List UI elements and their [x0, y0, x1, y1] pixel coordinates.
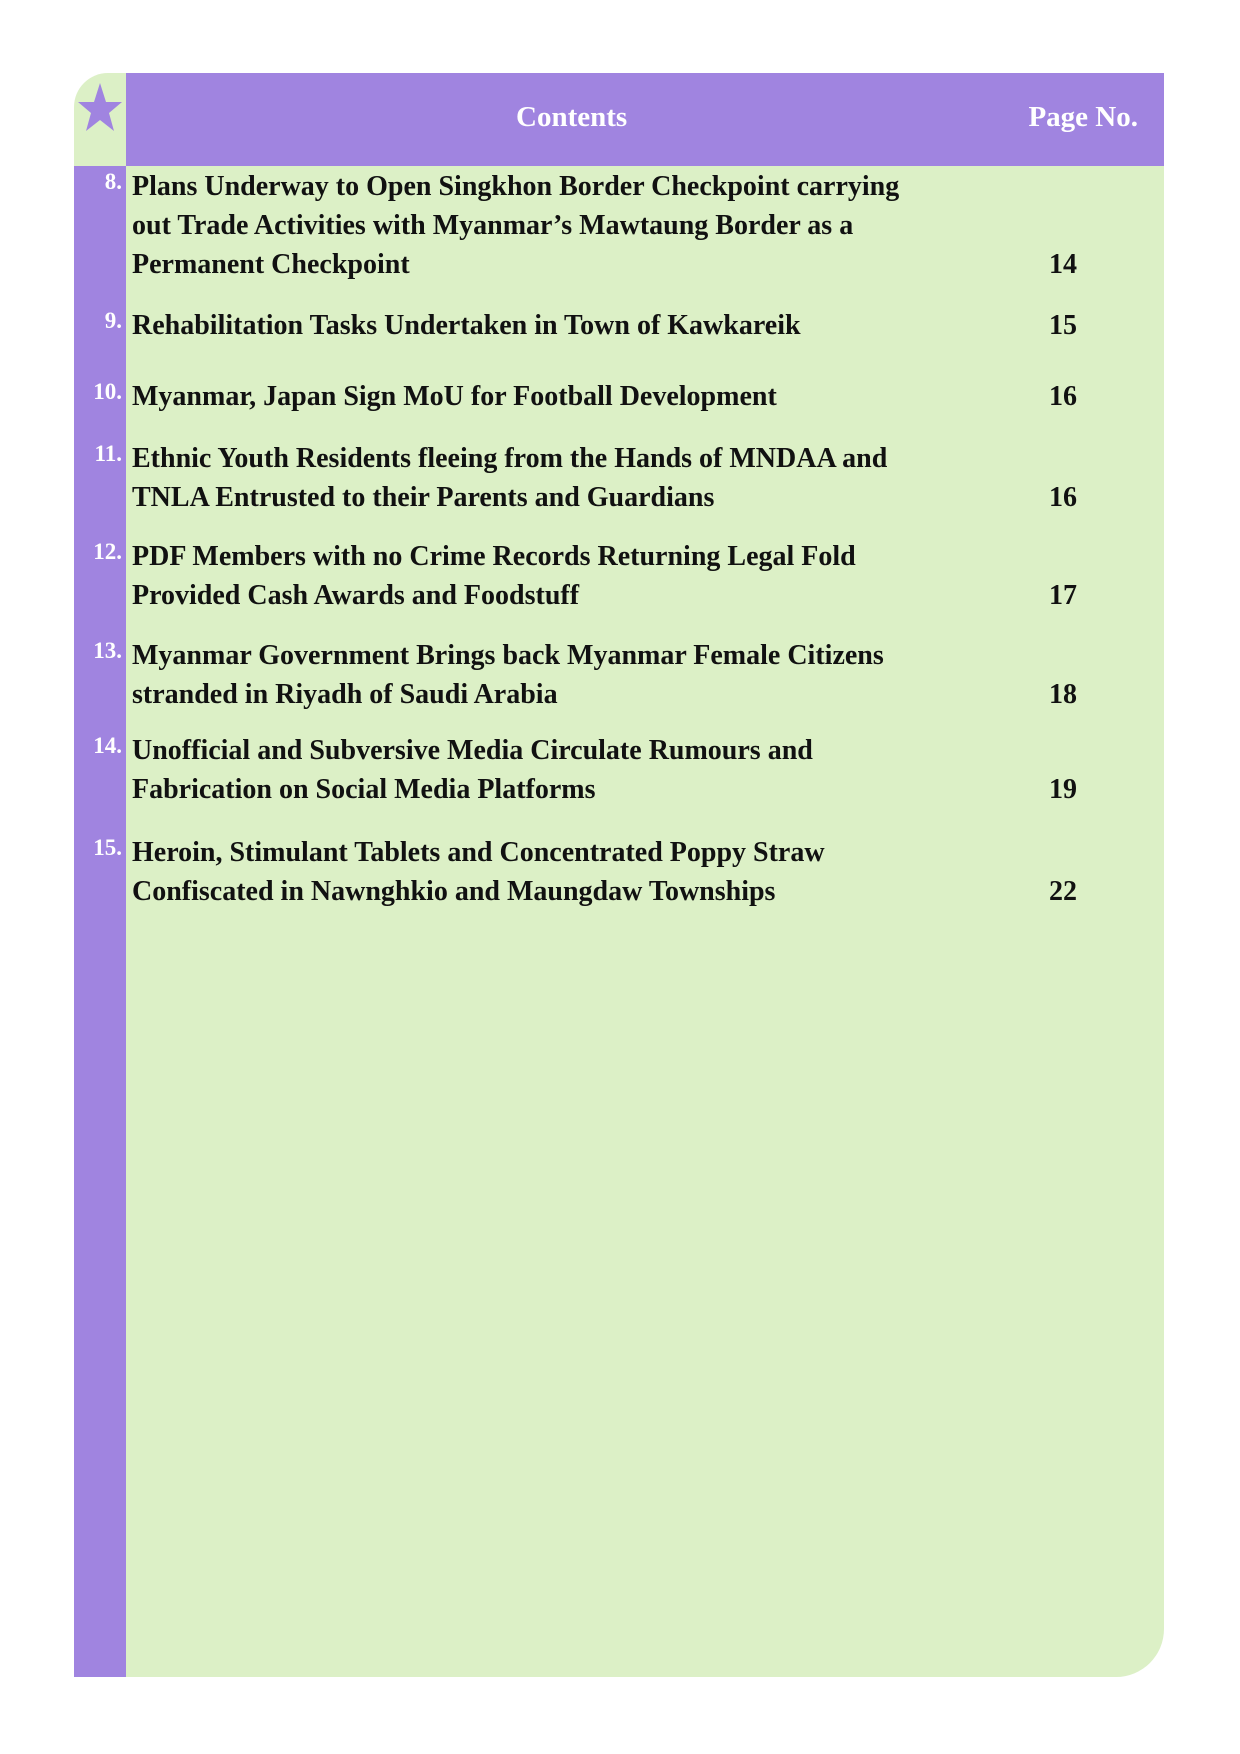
entry-title-line: stranded in Riyadh of Saudi Arabia: [132, 679, 558, 710]
entry-page-number: 16: [1049, 381, 1077, 412]
entry-title: [132, 537, 992, 615]
contents-header: [126, 73, 1164, 166]
entry-title-line: out Trade Activities with Myanmar’s Mawtaung Border as a: [132, 210, 854, 241]
entry-page-number: 16: [1049, 482, 1077, 513]
entry-title: [132, 833, 992, 911]
entry-title-line: PDF Members with no Crime Records Returning Legal Fold: [132, 541, 856, 572]
entry-title: [132, 167, 992, 284]
entry-title-line: Confiscated in Nawnghkio and Maungdaw Townships: [132, 876, 776, 907]
entry-title: [132, 731, 992, 809]
entry-title-line: Rehabilitation Tasks Undertaken in Town of Kawkareik: [132, 310, 801, 341]
entry-title: [132, 439, 992, 517]
entry-number: 13.: [93, 638, 122, 663]
entry-number: 11.: [94, 441, 122, 466]
entry-number: 15.: [93, 835, 122, 860]
entry-title: [132, 377, 992, 416]
entry-page-number: 17: [1049, 580, 1077, 611]
entry-title-line: Myanmar, Japan Sign MoU for Football Development: [132, 381, 777, 412]
entry-title-line: Heroin, Stimulant Tablets and Concentrated Poppy Straw: [132, 837, 825, 868]
entry-page-number: 18: [1049, 679, 1077, 710]
entry-page-number: 22: [1049, 876, 1077, 907]
entry-title: [132, 636, 992, 714]
page-number-heading: Page No.: [1028, 101, 1138, 133]
contents-panel: [74, 73, 1164, 1677]
entry-number: 12.: [93, 539, 122, 564]
entry-title-line: Plans Underway to Open Singkhon Border Checkpoint carrying: [132, 171, 900, 202]
entry-title-line: TNLA Entrusted to their Parents and Guardians: [132, 482, 715, 513]
entry-title-line: Ethnic Youth Residents fleeing from the Hands of MNDAA and: [132, 443, 888, 474]
entry-title-line: Provided Cash Awards and Foodstuff: [132, 580, 580, 611]
entry-page-number: 15: [1049, 310, 1077, 341]
entry-number: 14.: [93, 733, 122, 758]
entry-number: 8.: [104, 169, 122, 194]
entry-title-line: Fabrication on Social Media Platforms: [132, 774, 596, 805]
entry-number: 10.: [93, 379, 122, 404]
entry-page-number: 14: [1049, 249, 1077, 280]
entry-page-number: 19: [1049, 774, 1077, 805]
entry-number: 9.: [104, 308, 122, 333]
entry-title-line: Unofficial and Subversive Media Circulate Rumours and: [132, 735, 813, 766]
entry-title-line: Myanmar Government Brings back Myanmar Female Citizens: [132, 640, 884, 671]
contents-title: Contents: [516, 101, 628, 133]
entry-title-line: Permanent Checkpoint: [132, 249, 410, 280]
star-icon: [76, 79, 124, 139]
entry-title: [132, 306, 992, 345]
